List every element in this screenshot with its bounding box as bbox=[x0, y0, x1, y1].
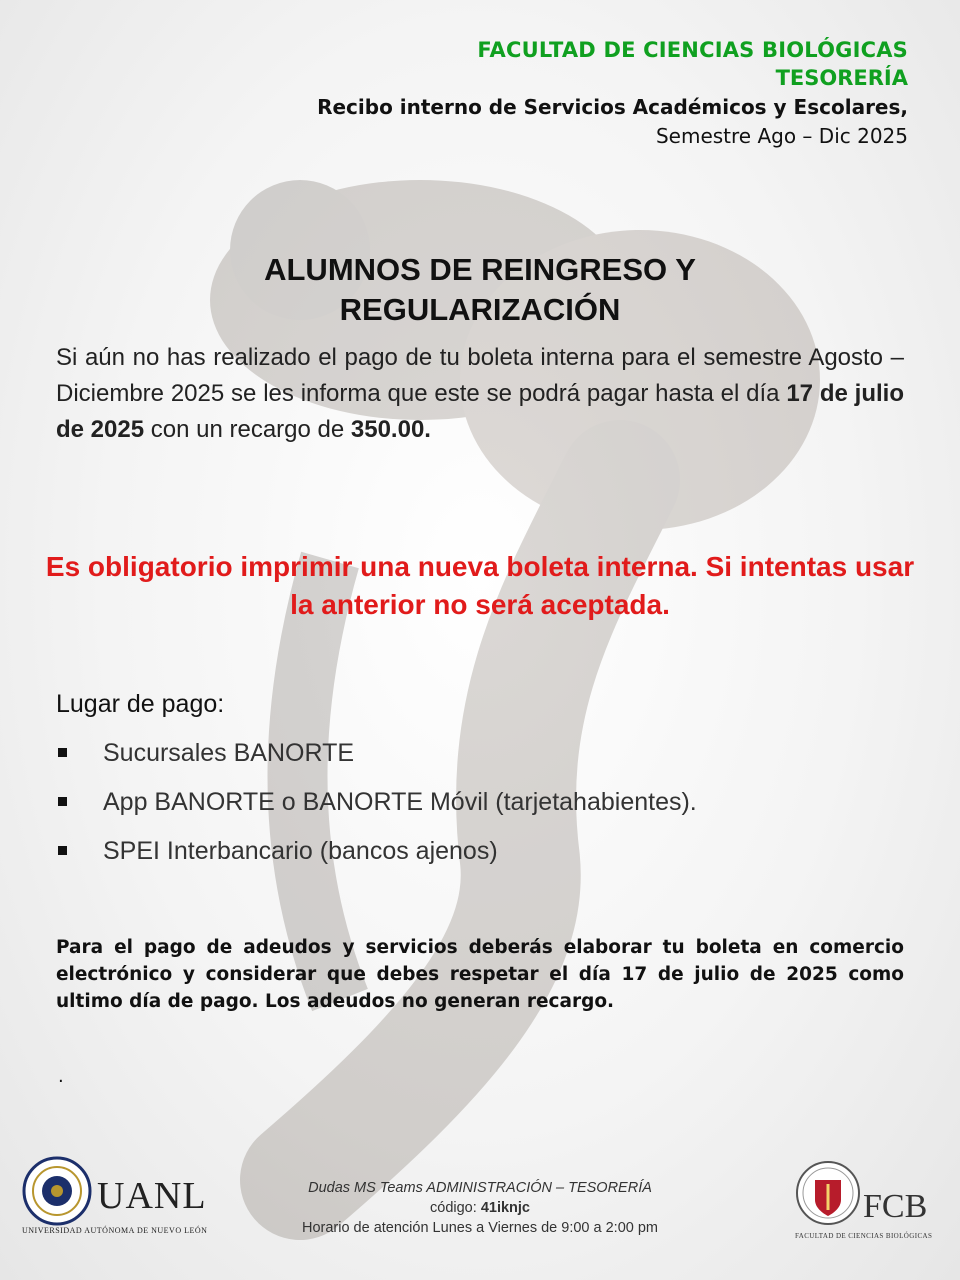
fcb-wordmark: FCB bbox=[863, 1188, 928, 1225]
teams-code: 41iknjc bbox=[480, 1200, 530, 1216]
intro-text-2: con un recargo de bbox=[144, 416, 351, 443]
fcb-logo bbox=[795, 1160, 940, 1240]
list-item bbox=[56, 732, 916, 781]
intro-text-1: Si aún no has realizado el pago de tu boleta interna para el semestre Agosto – Diciembre 2025 se les informa que este se podrá pagar hasta el día bbox=[56, 344, 904, 407]
deadline-date: 17 de julio de 2025 bbox=[56, 380, 904, 443]
teams-code-line bbox=[240, 1198, 720, 1218]
notice-title bbox=[0, 250, 960, 330]
uanl-wordmark: UANL bbox=[97, 1175, 207, 1217]
contact-footer bbox=[240, 1178, 720, 1238]
place-label: Sucursales BANORTE bbox=[103, 739, 355, 767]
warning-message: Es obligatorio imprimir una nueva boleta interna. Si intentas usar la anterior no será aceptada. bbox=[45, 551, 915, 620]
list-item bbox=[56, 830, 916, 879]
notice-title-line2: REGULARIZACIÓN bbox=[339, 292, 621, 327]
document-header bbox=[317, 36, 908, 150]
debts-note: Para el pago de adeudos y servicios deberás elaborar tu boleta en comercio electrónico y considerar que debes respetar el día 17 de julio de 2025 como ultimo día de pago. Los adeudos no generan recargo. bbox=[56, 937, 904, 1012]
receipt-title: Recibo interno de Servicios Académicos y Escolares, bbox=[317, 95, 908, 119]
place-label: SPEI Interbancario (bancos ajenos) bbox=[103, 837, 498, 865]
bullet-icon bbox=[58, 797, 67, 806]
teams-contact: Dudas MS Teams ADMINISTRACIÓN – TESORERÍA bbox=[308, 1180, 652, 1196]
intro-paragraph bbox=[56, 340, 904, 448]
list-item bbox=[56, 781, 916, 830]
semester-label: Semestre Ago – Dic 2025 bbox=[655, 124, 908, 148]
notice-title-line1: ALUMNOS DE REINGRESO Y bbox=[264, 252, 696, 287]
fcb-subtitle: FACULTAD DE CIENCIAS BIOLÓGICAS bbox=[795, 1232, 933, 1240]
stray-dot: . bbox=[58, 1066, 64, 1087]
uanl-subtitle: UNIVERSIDAD AUTÓNOMA DE NUEVO LEÓN bbox=[22, 1226, 208, 1235]
office-hours: Horario de atención Lunes a Viernes de 9:00 a 2:00 pm bbox=[301, 1220, 659, 1236]
bullet-icon bbox=[58, 748, 67, 757]
place-label: App BANORTE o BANORTE Móvil (tarjetahabientes). bbox=[103, 788, 697, 816]
bullet-icon bbox=[58, 846, 67, 855]
uanl-logo bbox=[22, 1156, 222, 1236]
uanl-seal-icon bbox=[22, 1156, 92, 1226]
surcharge-amount: 350.00. bbox=[350, 416, 431, 443]
payment-heading: Lugar de pago: bbox=[56, 690, 225, 718]
department-name: TESORERÍA bbox=[775, 66, 908, 90]
code-label: código: bbox=[430, 1200, 481, 1216]
faculty-name: FACULTAD DE CIENCIAS BIOLÓGICAS bbox=[477, 38, 908, 62]
fcb-seal-icon bbox=[795, 1160, 861, 1230]
payment-places-list bbox=[56, 732, 916, 879]
